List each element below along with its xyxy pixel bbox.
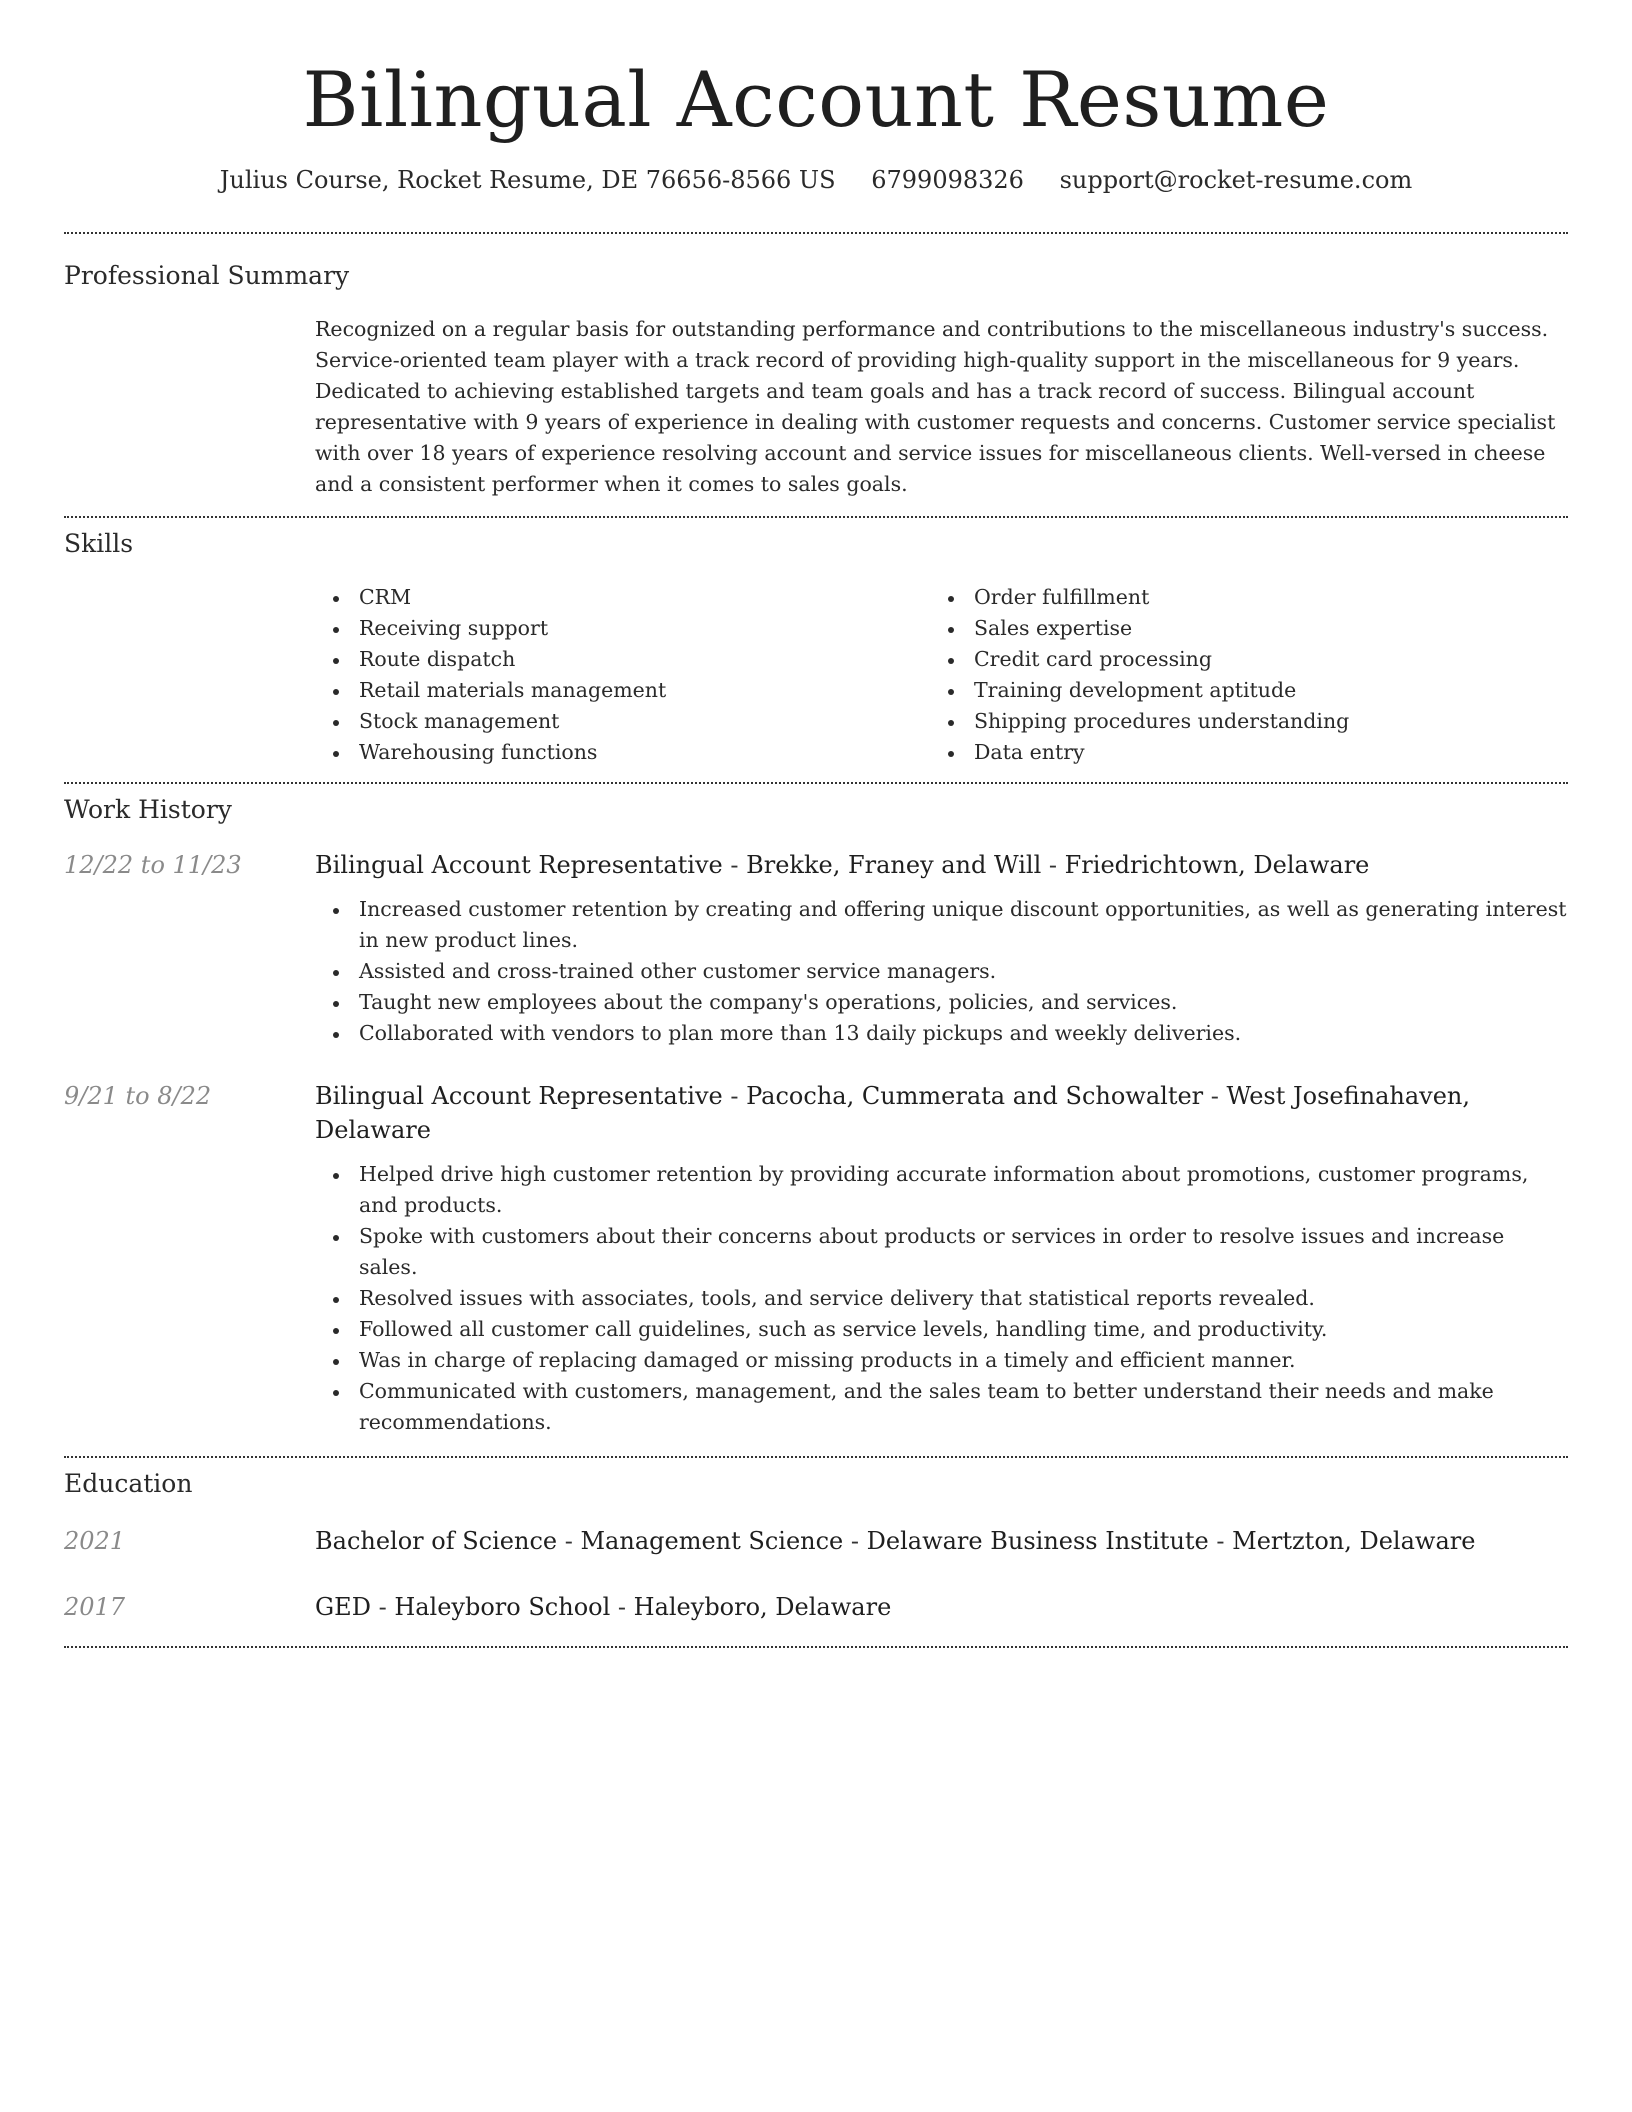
education-school: Delaware Business Institute <box>866 1527 1209 1555</box>
contact-phone: 6799098326 <box>871 166 1024 194</box>
work-section <box>64 784 1568 1456</box>
skills-column-right <box>930 582 1545 768</box>
contact-email: support@rocket-resume.com <box>1059 166 1413 194</box>
skill-item: CRM <box>315 582 930 613</box>
skill-item: Route dispatch <box>315 644 930 675</box>
job-bullet: Followed all customer call guidelines, such as service levels, handling time, and productivity. <box>315 1314 1568 1345</box>
education-location: Haleyboro, Delaware <box>633 1593 892 1621</box>
job-title-line: Bilingual Account Representative - Pacocha, Cummerata and Schowalter - West Josefinahaven, Delaware <box>315 1082 1470 1144</box>
skills-heading: Skills <box>64 529 134 558</box>
job-bullet: Collaborated with vendors to plan more than 13 daily pickups and weekly deliveries. <box>315 1018 1568 1049</box>
job-dates: 9/21 to 8/22 <box>64 1082 212 1110</box>
skill-item: Training development aptitude <box>930 675 1545 706</box>
job-bullet: Assisted and cross-trained other customer service managers. <box>315 956 1568 987</box>
job-entry <box>64 1049 1568 1438</box>
education-entry <box>64 1500 1568 1558</box>
skill-item: Warehousing functions <box>315 737 930 768</box>
work-heading: Work History <box>64 795 232 824</box>
education-title-line: GED - Haleyboro School - Haleyboro, Delaware <box>315 1593 892 1621</box>
skill-item: Data entry <box>930 737 1545 768</box>
education-school: Haleyboro School <box>394 1593 611 1621</box>
education-entry <box>64 1558 1568 1624</box>
skills-list <box>315 560 1568 782</box>
skill-item: Stock management <box>315 706 930 737</box>
education-location: Mertzton, Delaware <box>1232 1527 1476 1555</box>
contact-address: Julius Course, Rocket Resume, DE 76656-8566 US <box>219 166 836 194</box>
skill-item: Sales expertise <box>930 613 1545 644</box>
education-title-line: Bachelor of Science - Management Science - Delaware Business Institute - Mertzton, Delaware <box>315 1527 1476 1555</box>
summary-text: Recognized on a regular basis for outstanding performance and contributions to the miscellaneous industry's success. Service-oriented team player with a track record of providing high-quality support in the miscellaneous for 9 years. Dedicated to achieving established targets and team goals and has a track record of success. Bilingual account representative with 9 years of experience in dealing with customer requests and concerns. Customer service specialist with over 18 years of experience resolving account and service issues for miscellaneous clients. Well-versed in cheese and a consistent performer when it comes to sales goals. <box>315 317 1556 496</box>
education-field: Management Science <box>580 1527 844 1555</box>
job-title-line: Bilingual Account Representative - Brekke, Franey and Will - Friedrichtown, Delaware <box>315 851 1370 879</box>
divider <box>64 1646 1568 1648</box>
job-company: Pacocha, Cummerata and Schowalter <box>746 1082 1204 1110</box>
skills-section <box>64 518 1568 782</box>
job-location: West Josefinahaven, Delaware <box>315 1082 1470 1144</box>
job-bullet: Communicated with customers, management, and the sales team to better understand their needs and make recommendations. <box>315 1376 1568 1438</box>
job-bullet: Spoke with customers about their concerns about products or services in order to resolve issues and increase sales. <box>315 1221 1568 1283</box>
job-bullet: Resolved issues with associates, tools, and service delivery that statistical reports revealed. <box>315 1283 1568 1314</box>
skill-item: Shipping procedures understanding <box>930 706 1545 737</box>
skills-column-left <box>315 582 930 768</box>
education-heading: Education <box>64 1469 193 1498</box>
job-position: Bilingual Account Representative <box>315 1082 723 1110</box>
job-position: Bilingual Account Representative <box>315 851 723 879</box>
contact-line <box>64 164 1568 196</box>
job-bullet: Helped drive high customer retention by providing accurate information about promotions, customer programs, and products. <box>315 1159 1568 1221</box>
resume-header <box>64 0 1568 196</box>
job-bullets <box>315 894 1568 1049</box>
job-bullet: Increased customer retention by creating and offering unique discount opportunities, as well as generating interest in new product lines. <box>315 894 1568 956</box>
education-section <box>64 1458 1568 1646</box>
education-year: 2017 <box>64 1593 126 1621</box>
job-bullets <box>315 1159 1568 1438</box>
education-degree: GED <box>315 1593 371 1621</box>
job-dates: 12/22 to 11/23 <box>64 851 242 879</box>
job-entry <box>64 826 1568 1049</box>
skill-item: Order fulfillment <box>930 582 1545 613</box>
education-degree: Bachelor of Science <box>315 1527 558 1555</box>
education-year: 2021 <box>64 1527 126 1555</box>
job-bullet: Was in charge of replacing damaged or missing products in a timely and efficient manner. <box>315 1345 1568 1376</box>
skill-item: Receiving support <box>315 613 930 644</box>
summary-section <box>64 234 1568 516</box>
skill-item: Credit card processing <box>930 644 1545 675</box>
job-location: Friedrichtown, Delaware <box>1064 851 1370 879</box>
summary-heading: Professional Summary <box>64 261 350 290</box>
skill-item: Retail materials management <box>315 675 930 706</box>
resume-title: Bilingual Account Resume <box>302 55 1330 144</box>
job-bullet: Taught new employees about the company's operations, policies, and services. <box>315 987 1568 1018</box>
job-company: Brekke, Franey and Will <box>746 851 1042 879</box>
